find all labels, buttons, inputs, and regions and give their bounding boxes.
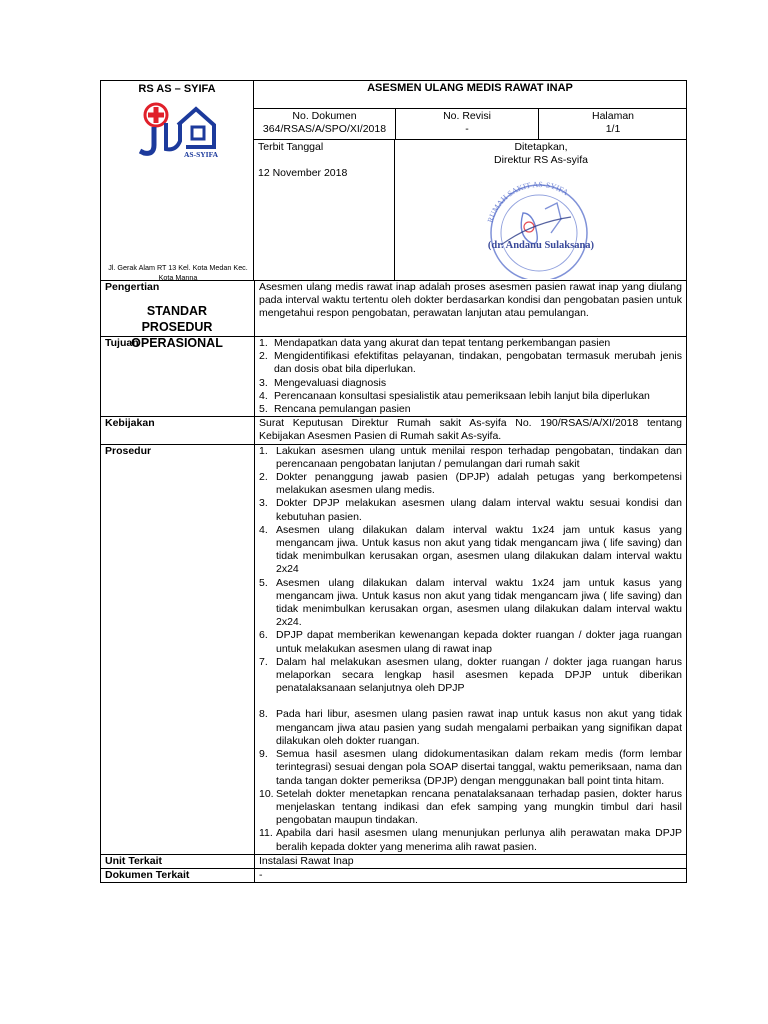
- tujuan-item-text: Rencana pemulangan pasien: [274, 403, 411, 416]
- tujuan-content: [255, 337, 687, 417]
- signatory-name: (dr. Andanu Sulaksana): [487, 240, 595, 251]
- tujuan-item-text: Mengidentifikasi efektifitas pelayanan, tindakan, pengobatan termasuk merubah jenis dan dosis obat bila diperlukan.: [274, 350, 682, 376]
- prosedur-item: [259, 827, 682, 853]
- tujuan-item: [259, 337, 682, 350]
- official-stamp-icon: [461, 173, 617, 279]
- no-dokumen-cell: [254, 109, 395, 139]
- prosedur-item-number: 7.: [259, 655, 268, 668]
- tujuan-item-number: 1.: [259, 337, 268, 349]
- dokumen-terkait-text: -: [255, 868, 687, 882]
- prosedur-row: [101, 444, 687, 854]
- halaman-value: 1/1: [605, 123, 621, 135]
- no-revisi-cell: [395, 109, 538, 139]
- no-revisi-value: -: [465, 123, 469, 135]
- prosedur-item-text: Lakukan asesmen ulang untuk menilai respon terhadap pengobatan, tindakan dan perencanaan pengobatan lanjutan / pemulangan dari rumah sakit: [276, 444, 682, 470]
- document-title-cell: [253, 80, 687, 109]
- prosedur-item-text: Asesmen ulang dilakukan dalam interval waktu 1x24 jam untuk kasus yang mengancam jiwa. Untuk kasus non akut yang tidak mengancam jiwa ( life saving) dan tidak menimbulkan kerusakan organ, asesmen ulang dilakukan dalam interval waktu 2x24: [276, 523, 682, 576]
- stamp-text: RUMAH SAKIT AS-SYIFA: [485, 179, 570, 224]
- tujuan-list: [259, 337, 682, 416]
- tujuan-item-number: 3.: [259, 376, 268, 389]
- prosedur-item: [259, 497, 682, 523]
- approval-row: [253, 139, 687, 281]
- prosedur-item: [259, 577, 682, 630]
- pengertian-label: Pengertian: [101, 281, 255, 337]
- prosedur-item-number: 1.: [259, 444, 268, 457]
- prosedur-item: [259, 708, 682, 748]
- prosedur-item-text: Asesmen ulang dilakukan dalam interval waktu 1x24 jam untuk kasus yang mengancam jiwa. Untuk kasus non akut yang tidak mengancam jiwa ( life saving) dan tidak menimbulkan kerusakan organ, asesmen ulang dilakukan dalam interval waktu 2x24.: [276, 576, 682, 629]
- direktur-label: Direktur RS As-syifa: [494, 154, 588, 166]
- prosedur-item-number: 3.: [259, 497, 268, 510]
- document-meta-row: [253, 108, 687, 140]
- ditetapkan-cell: [395, 140, 687, 281]
- dokumen-terkait-label: Dokumen Terkait: [101, 868, 255, 882]
- tujuan-item-number: 5.: [259, 403, 268, 416]
- prosedur-item: [259, 445, 682, 471]
- prosedur-item: [259, 524, 682, 577]
- tujuan-item: [259, 390, 682, 403]
- terbit-cell: [254, 140, 395, 280]
- prosedur-item-text: Pada hari libur, asesmen ulang pasien rawat inap untuk kasus non akut yang tidak mengancam jiwa atau pasien yang sudah mengalami perbaikan yang signifikan dapat dilakukan oleh dokter ruangan.: [276, 708, 682, 747]
- hospital-name: RS AS – SYIFA: [138, 83, 216, 95]
- prosedur-item-number: 11.: [259, 827, 273, 840]
- prosedur-item-number: 9.: [259, 748, 268, 761]
- terbit-date: 12 November 2018: [258, 167, 348, 179]
- tujuan-item-number: 2.: [259, 350, 268, 363]
- kebijakan-text: Surat Keputusan Direktur Rumah sakit As-syifa No. 190/RSAS/A/XI/2018 tentang Kebijakan Asesmen Pasien di Rumah sakit As-syifa.: [255, 417, 687, 444]
- dokumen-terkait-row: [101, 868, 687, 882]
- halaman-cell: [538, 109, 687, 139]
- document-title: ASESMEN ULANG MEDIS RAWAT INAP: [367, 82, 573, 94]
- prosedur-content: [255, 444, 687, 854]
- no-dokumen-label: No. Dokumen: [292, 110, 357, 122]
- hospital-address: Jl. Gerak Alam RT 13 Kel. Kota Medan Kec. Kota Manna: [108, 263, 248, 282]
- unit-terkait-label: Unit Terkait: [101, 854, 255, 868]
- tujuan-row: [101, 337, 687, 417]
- tujuan-item: [259, 350, 682, 376]
- prosedur-item: [259, 629, 682, 655]
- prosedur-item-number: 8.: [259, 708, 268, 721]
- prosedur-label: Prosedur: [101, 444, 255, 854]
- prosedur-item-number: 2.: [259, 471, 268, 484]
- tujuan-item-number: 4.: [259, 389, 268, 402]
- kebijakan-row: [101, 417, 687, 444]
- unit-terkait-text: Instalasi Rawat Inap: [255, 854, 687, 868]
- pengertian-row: [101, 281, 687, 337]
- prosedur-item-number: 4.: [259, 523, 268, 536]
- ditetapkan-label: Ditetapkan,: [514, 141, 568, 153]
- kebijakan-label: Kebijakan: [101, 417, 255, 444]
- prosedur-item-text: Setelah dokter menetapkan rencana penatalaksanaan terhadap pasien, dokter harus menjelaskan tentang indikasi dan efek samping yang mungkin timbul dari hasil pengobatan maupun tindakan.: [276, 787, 682, 827]
- tujuan-item: [259, 403, 682, 416]
- halaman-label: Halaman: [591, 110, 635, 122]
- terbit-label: Terbit Tanggal: [258, 141, 324, 153]
- svg-text:RUMAH SAKIT AS-SYIFA: [486, 180, 570, 224]
- sop-title: STANDAR PROSEDUR OPERASIONAL: [131, 304, 223, 350]
- pengertian-text: Asesmen ulang medis rawat inap adalah proses asesmen pasien rawat inap yang diulang pada interval waktu tertentu oleh dokter berdasarkan kondisi dan pengobatan pasien untuk mengetahui respon pengobatan, perawatan lanjutan atau pemulangan.: [255, 281, 687, 337]
- tujuan-label: Tujuan: [101, 337, 255, 417]
- prosedur-item-text: Apabila dari hasil asesmen ulang menunjukan perlunya alih perawatan maka DPJP beralih kepada dokter yang menerima alih rawat pasien.: [276, 827, 682, 853]
- prosedur-item-text: Dalam hal melakukan asesmen ulang, dokter ruangan / dokter jaga ruangan harus melaporkan secara lengkap hasil asesmen kepada DPJP untuk diberikan penatalaksanaan selanjutnya oleh DPJP: [276, 655, 682, 695]
- prosedur-item-number: 6.: [259, 629, 268, 642]
- prosedur-item: [259, 788, 682, 828]
- prosedur-item: [259, 656, 682, 696]
- hospital-logo-icon: [134, 101, 224, 159]
- logo-text: AS-SYIFA: [184, 150, 219, 159]
- no-dokumen-value: 364/RSAS/A/SPO/XI/2018: [262, 123, 387, 135]
- unit-terkait-row: [101, 854, 687, 868]
- no-revisi-label: No. Revisi: [443, 110, 491, 122]
- tujuan-item-text: Perencanaan konsultasi spesialistik atau pemeriksaan lebih lanjut bila diperlukan: [274, 389, 650, 402]
- prosedur-item-text: Dokter DPJP melakukan asesmen ulang dalam interval waktu sesuai kondisi dan kebutuhan pasien.: [276, 497, 682, 523]
- prosedur-item-text: Dokter penanggung jawab pasien (DPJP) adalah petugas yang berkompetensi melakukan asesmen ulang medis.: [276, 471, 682, 497]
- tujuan-item-text: Mendapatkan data yang akurat dan tepat tentang perkembangan pasien: [274, 337, 611, 349]
- prosedur-item-text: DPJP dapat memberikan kewenangan kepada dokter ruangan / dokter jaga ruangan untuk melakukan asesmen ulang di rawat inap: [276, 629, 682, 655]
- prosedur-item-number: 5.: [259, 576, 268, 589]
- prosedur-item: [259, 748, 682, 788]
- sop-body-table: [100, 280, 687, 883]
- prosedur-list: [259, 445, 682, 854]
- tujuan-item: [259, 377, 682, 390]
- tujuan-item-text: Mengevaluasi diagnosis: [274, 376, 387, 389]
- prosedur-item-text: Semua hasil asesmen ulang didokumentasikan dalam rekam medis (form lembar terintegrasi) sesuai dengan pola SOAP disertai tanggal, waktu pemeriksaan, nama dan tanda tangan dokter pemeriksa (DPJP) dengan menggunakan ball point tinta hitam.: [276, 748, 682, 787]
- prosedur-item: [259, 471, 682, 497]
- prosedur-item-number: 10.: [259, 787, 274, 800]
